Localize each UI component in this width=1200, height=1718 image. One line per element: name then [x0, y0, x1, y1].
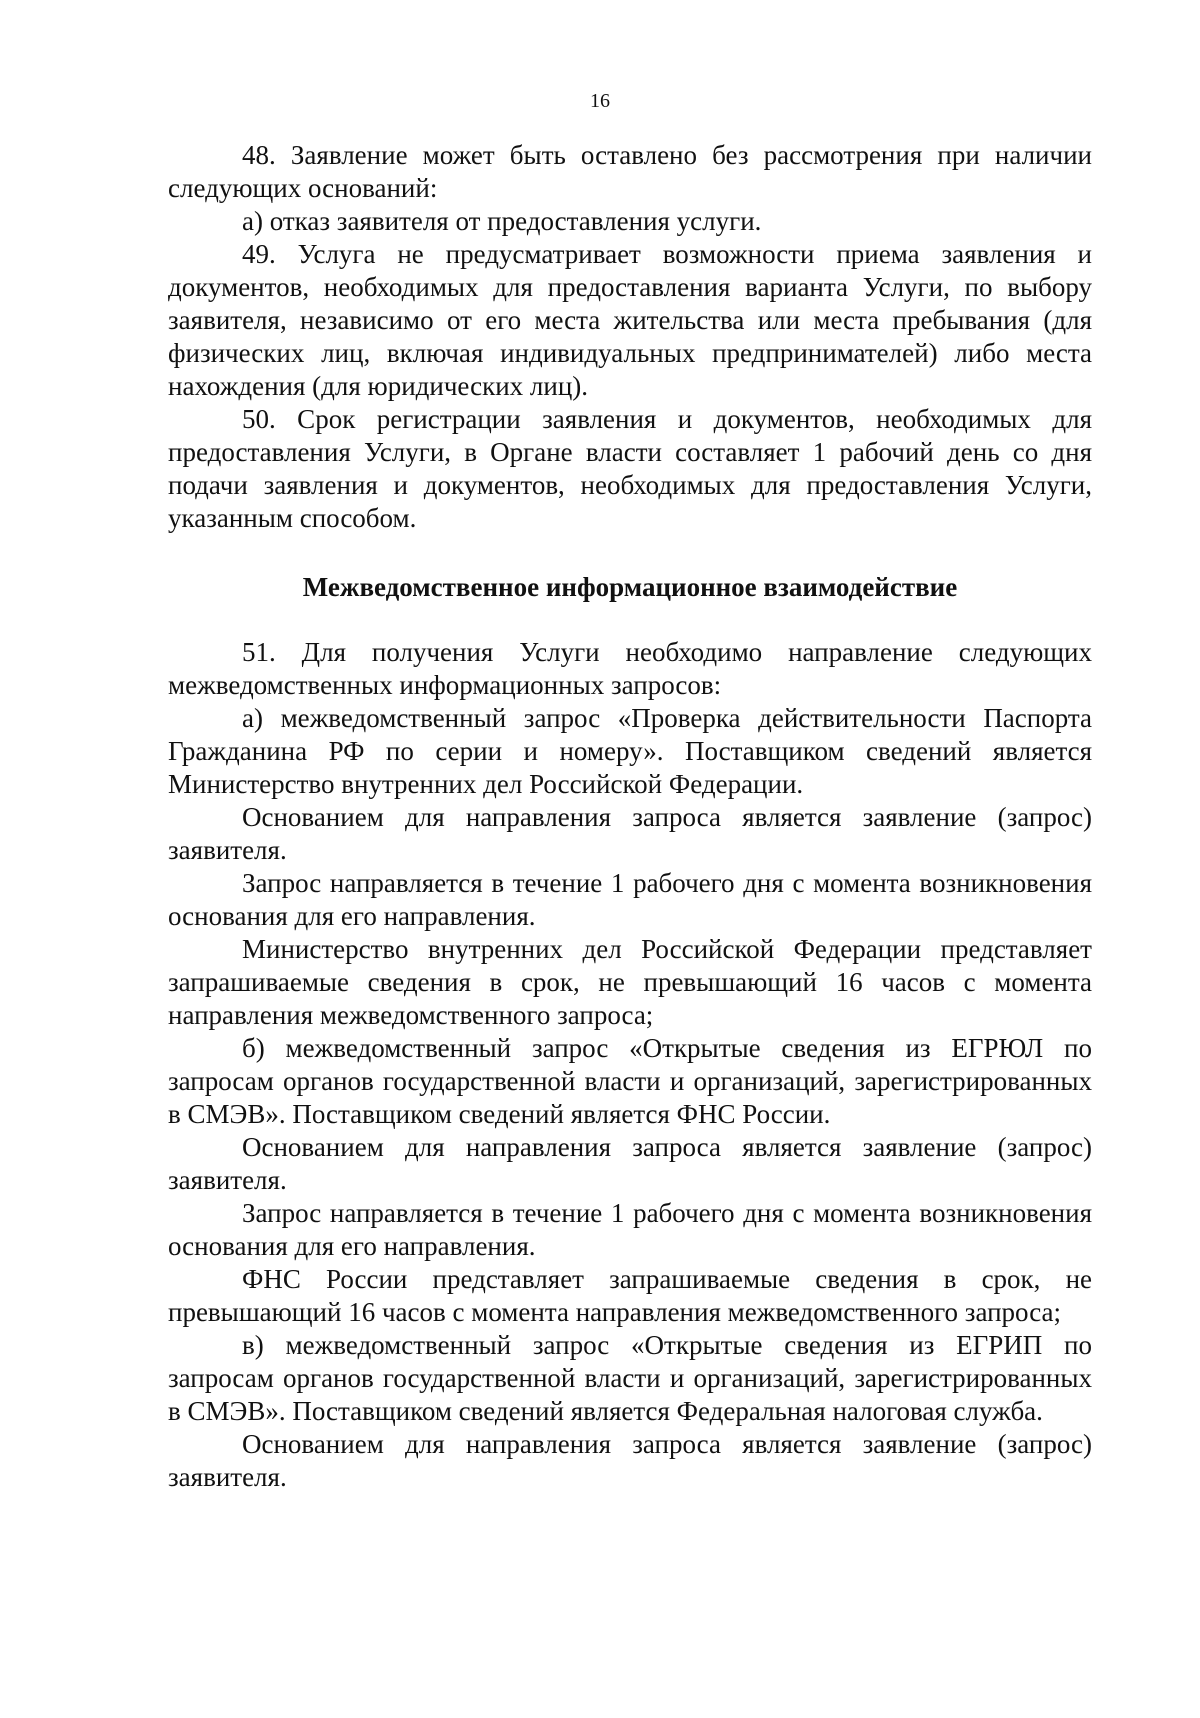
paragraph-48: 48. Заявление может быть оставлено без рассмотрения при наличии следующих оснований: — [168, 140, 1092, 203]
paragraph-51-item-a: а) межведомственный запрос «Проверка действительности Паспорта Гражданина РФ по серии и номеру». Поставщиком сведений является Министерство внутренних дел Российской Федерации. — [168, 703, 1092, 799]
paragraph-response-a: Министерство внутренних дел Российской Федерации представляет запрашиваемые сведения в срок, не превышающий 16 часов с момента направления межведомственного запроса; — [168, 934, 1092, 1030]
paragraph-basis-a: Основанием для направления запроса является заявление (запрос) заявителя. — [168, 802, 1092, 865]
paragraph-51-item-v: в) межведомственный запрос «Открытые сведения из ЕГРИП по запросам органов государственной власти и организаций, зарегистрированных в СМЭВ». Поставщиком сведений является Федеральная налоговая служба. — [168, 1330, 1092, 1426]
section-heading: Межведомственное информационное взаимодействие — [302, 572, 958, 602]
page-number: 16 — [590, 90, 610, 112]
document-body — [168, 139, 1092, 1494]
paragraph-timing-a: Запрос направляется в течение 1 рабочего дня с момента возникновения основания для его направления. — [168, 868, 1092, 931]
paragraph-50: 50. Срок регистрации заявления и документов, необходимых для предоставления Услуги, в Органе власти составляет 1 рабочий день со дня подачи заявления и документов, необходимых для предоставления Услуги, указанным способом. — [168, 404, 1092, 533]
paragraph-51-item-b: б) межведомственный запрос «Открытые сведения из ЕГРЮЛ по запросам органов государственной власти и организаций, зарегистрированных в СМЭВ». Поставщиком сведений является ФНС России. — [168, 1033, 1092, 1129]
paragraph-timing-b: Запрос направляется в течение 1 рабочего дня с момента возникновения основания для его направления. — [168, 1198, 1092, 1261]
paragraph-49: 49. Услуга не предусматривает возможности приема заявления и документов, необходимых для предоставления варианта Услуги, по выбору заявителя, независимо от его места жительства или места пребывания (для физических лиц, включая индивидуальных предпринимателей) либо места нахождения (для юридических лиц). — [168, 239, 1092, 401]
paragraph-basis-b: Основанием для направления запроса является заявление (запрос) заявителя. — [168, 1132, 1092, 1195]
paragraph-48-item-a: а) отказ заявителя от предоставления услуги. — [242, 206, 762, 236]
paragraph-basis-v: Основанием для направления запроса является заявление (запрос) заявителя. — [168, 1429, 1092, 1492]
paragraph-response-b: ФНС России представляет запрашиваемые сведения в срок, не превышающий 16 часов с момента направления межведомственного запроса; — [168, 1264, 1092, 1327]
paragraph-51: 51. Для получения Услуги необходимо направление следующих межведомственных информационных запросов: — [168, 637, 1092, 700]
